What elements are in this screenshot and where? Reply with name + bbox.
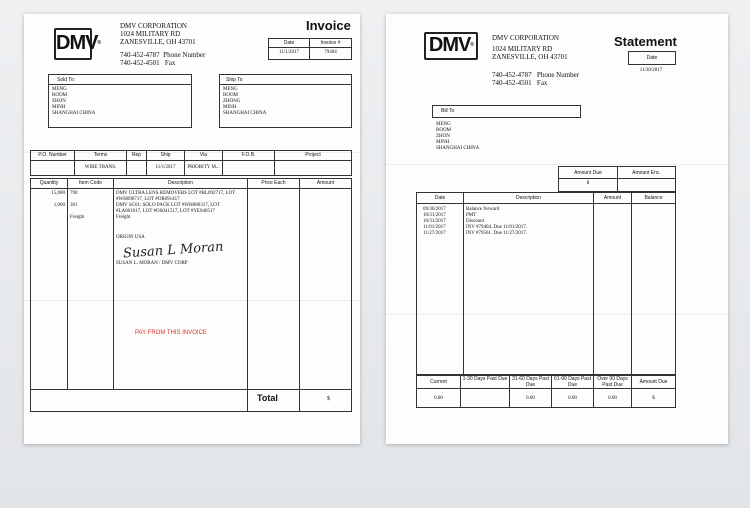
statement-header: Date bbox=[434, 195, 446, 201]
fax-label: Fax bbox=[536, 79, 548, 87]
item-desc: DMV SC01; SOLO PACK LOT #WH080317, LOT #LA061017, LOT #OS041517, LOT #YE040517 bbox=[116, 203, 220, 214]
info-value bbox=[275, 161, 351, 175]
invoice-date: 11/1/2017 bbox=[278, 50, 300, 55]
aging-value: 0.00 bbox=[568, 396, 577, 401]
info-header: Rep bbox=[127, 151, 147, 160]
address-line: ZHON bbox=[436, 134, 450, 139]
company-phone: 740-452-4787 bbox=[120, 51, 160, 59]
items-header: Amount bbox=[316, 180, 335, 186]
statement-date: 11/30/2017 bbox=[639, 68, 663, 73]
row-date: 09/30/2017 bbox=[423, 207, 446, 212]
address-line: MENG bbox=[436, 122, 451, 127]
row-date: 11/01/2017 bbox=[423, 225, 446, 230]
company-block bbox=[492, 34, 579, 87]
aging-value: 0.00 bbox=[526, 396, 535, 401]
row-date: 10/31/2017 bbox=[423, 219, 446, 224]
company-name: DMV CORPORATION bbox=[120, 22, 187, 30]
row-desc: Discount bbox=[466, 219, 485, 224]
item-qty: 1,000 bbox=[53, 203, 65, 208]
row-desc: INV #79561. Due 11/27/2017. bbox=[466, 231, 527, 236]
company-address1: 1024 MILITARY RD bbox=[492, 45, 553, 53]
statement-date-label: Date bbox=[646, 55, 658, 61]
address-line: ZHON bbox=[52, 99, 66, 104]
amount-due-value: $ bbox=[586, 181, 590, 186]
aging-header: 31-60 Days Past Due bbox=[512, 376, 549, 388]
amount-enc-label: Amount Enc. bbox=[632, 170, 661, 176]
bill-to-address bbox=[436, 122, 479, 152]
order-info-table bbox=[30, 150, 352, 176]
phone-label: Phone Number bbox=[163, 51, 206, 59]
invoice-date-label: Date bbox=[283, 40, 295, 46]
info-value: PRIORITY M... bbox=[185, 161, 223, 175]
invoice-meta-box bbox=[268, 38, 352, 60]
dmv-logo: DMV® bbox=[54, 28, 92, 60]
item-code: 790 bbox=[70, 191, 78, 196]
signer-name: SUSAN L. MORAN / DMV CORP bbox=[116, 261, 188, 266]
logo-text: DMV bbox=[56, 32, 98, 54]
aging-header: Current bbox=[430, 379, 447, 385]
item-desc: Freight bbox=[116, 215, 131, 220]
company-address1: 1024 MILITARY RD bbox=[120, 30, 181, 38]
info-header: P.O. Number bbox=[31, 151, 75, 160]
statement-header: Amount bbox=[603, 195, 622, 201]
aging-header: 61-90 Days Past Due bbox=[554, 376, 591, 388]
info-value: 11/1/2017 bbox=[147, 161, 185, 175]
items-header: Quantity bbox=[39, 180, 59, 186]
company-fax: 740-452-4501 bbox=[120, 59, 160, 67]
phone-label: Phone Number bbox=[536, 71, 580, 79]
statement-descriptions bbox=[466, 207, 527, 237]
row-desc: INV #79404. Due 11/01/2017. bbox=[466, 225, 527, 230]
row-desc: PMT bbox=[466, 213, 477, 218]
total-label: Total bbox=[257, 393, 278, 403]
row-desc: Balance forward bbox=[466, 207, 500, 212]
info-header: Terms bbox=[75, 151, 127, 160]
ship-to-label: Ship To bbox=[226, 77, 243, 83]
address-line: MENG bbox=[223, 87, 238, 92]
invoice-number: 79404 bbox=[324, 50, 337, 55]
company-address2: ZANESVILLE, OH 43701 bbox=[120, 38, 196, 46]
invoice-title: Invoice bbox=[306, 18, 351, 33]
statement-date-box bbox=[628, 51, 676, 65]
statement-header: Balance bbox=[644, 195, 663, 201]
address-line: MINH bbox=[436, 140, 450, 145]
info-header: F.O.B. bbox=[223, 151, 275, 160]
statement-title: Statement bbox=[614, 34, 677, 49]
pay-note: PAY FROM THIS INVOICE bbox=[135, 330, 207, 336]
address-line: ZHONG bbox=[223, 99, 241, 104]
item-qty: 15,000 bbox=[51, 191, 65, 196]
info-value: WIRE TRANS. bbox=[75, 161, 127, 175]
logo-text: DMV bbox=[428, 34, 471, 56]
address-line: MINH bbox=[52, 105, 66, 110]
info-value bbox=[127, 161, 147, 175]
amount-due-label: Amount Due bbox=[574, 170, 602, 176]
company-phone: 740-452-4787 bbox=[492, 71, 532, 79]
bill-to-label: Bill To bbox=[441, 108, 455, 114]
aging-value: $ bbox=[652, 396, 655, 401]
item-desc: DMV ULTRA LENS REMOVERS LOT #BL092717, LOT #WH090717, LOT #OR091417 bbox=[116, 191, 236, 202]
statement-dates bbox=[423, 207, 446, 237]
ship-to-box bbox=[219, 74, 352, 128]
items-header: Item Code bbox=[78, 180, 103, 186]
aging-header: 1-30 Days Past Due bbox=[462, 376, 508, 382]
address-line: ROOM bbox=[436, 128, 452, 133]
info-value bbox=[31, 161, 75, 175]
company-name: DMV CORPORATION bbox=[492, 34, 559, 42]
aging-header: Amount Due bbox=[639, 379, 668, 385]
address-line: ROOM bbox=[223, 93, 239, 98]
aging-table bbox=[416, 374, 676, 408]
aging-header: Over 90 Days Past Due bbox=[597, 376, 628, 388]
item-code: Freight bbox=[70, 215, 85, 220]
row-date: 11/27/2017 bbox=[423, 231, 446, 236]
company-fax: 740-452-4501 bbox=[492, 79, 532, 87]
aging-value: 0.00 bbox=[434, 396, 443, 401]
company-block bbox=[120, 22, 205, 67]
statement-table bbox=[416, 192, 676, 376]
aging-value: 0.00 bbox=[608, 396, 617, 401]
address-line: MINH bbox=[223, 105, 237, 110]
address-line: SHANGHAI CHINA bbox=[223, 111, 267, 116]
info-header: Via bbox=[185, 151, 223, 160]
statement-header: Description bbox=[515, 195, 541, 201]
company-address2: ZANESVILLE, OH 43701 bbox=[492, 53, 568, 61]
total-value: $ bbox=[327, 396, 330, 402]
address-line: SHANGHAI CHINA bbox=[436, 146, 480, 151]
statement-page bbox=[386, 14, 728, 444]
fax-label: Fax bbox=[164, 59, 176, 67]
address-line: MENG bbox=[52, 87, 67, 92]
bill-to-box bbox=[432, 105, 581, 118]
items-header: Price Each bbox=[261, 180, 286, 186]
address-line: SHANGHAI CHINA bbox=[52, 111, 96, 116]
items-header: Description bbox=[167, 180, 193, 186]
item-code: 301 bbox=[70, 203, 78, 208]
ship-to-address bbox=[223, 87, 266, 117]
origin-note: ORIGIN USA bbox=[116, 235, 145, 240]
sold-to-box bbox=[48, 74, 192, 128]
dmv-logo: DMV® bbox=[424, 32, 478, 60]
invoice-page bbox=[24, 14, 360, 444]
sold-to-label: Sold To: bbox=[57, 77, 75, 83]
address-line: ROOM bbox=[52, 93, 68, 98]
row-date: 10/31/2017 bbox=[423, 213, 446, 218]
signature: Susan L Moran bbox=[122, 239, 224, 262]
info-value bbox=[223, 161, 275, 175]
amount-due-box bbox=[558, 166, 676, 192]
sold-to-address bbox=[52, 87, 95, 117]
info-header: Project bbox=[305, 152, 321, 158]
items-table bbox=[30, 178, 352, 412]
info-header: Ship bbox=[147, 151, 185, 160]
invoice-number-label: Invoice # bbox=[320, 40, 341, 46]
